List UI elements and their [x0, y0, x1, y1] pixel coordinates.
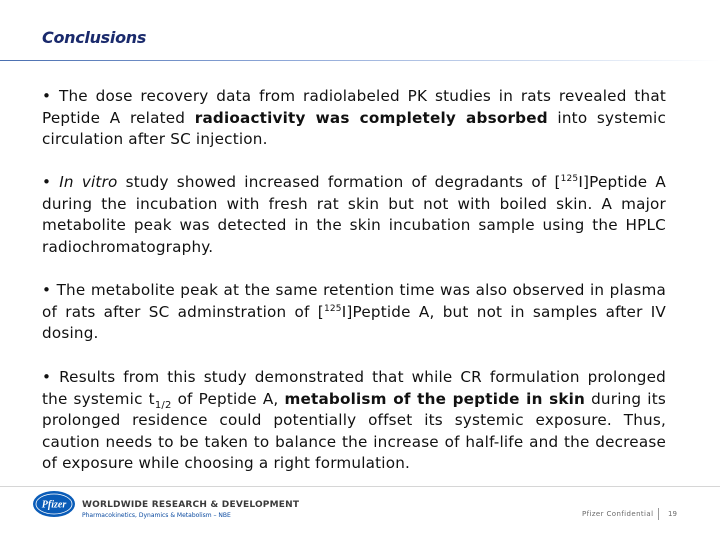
footer-divider	[0, 486, 720, 487]
bullet-1-text-end: into systemic circulation after SC injection.	[42, 108, 667, 148]
bullet-3-superscript: 125	[323, 303, 342, 314]
bullet-4-subscript: 1/2	[154, 399, 172, 411]
bullet-item-1	[42, 86, 666, 151]
bullet-item-4	[42, 367, 666, 475]
bullet-marker: •	[42, 368, 52, 386]
bullet-4-text-end: during its prolonged residence could potentially offset its systemic exposure. Thus, caution needs to be taken to balance the increase of half-life and the decrease of exposure while choosing a right formulation.	[42, 389, 666, 472]
bullet-marker: •	[42, 173, 52, 191]
bullet-item-2	[42, 172, 666, 258]
confidential-label: Pfizer Confidential	[582, 510, 654, 518]
page-separator	[658, 508, 659, 520]
bullet-3-text-end: I]Peptide A, but not in samples after IV dosing.	[42, 302, 667, 342]
bullet-2-text-end: I]Peptide A during the incubation with fresh rat skin but not with boiled skin. A major metabolite peak was detected in the skin incubation sample using the HPLC radiochromatography.	[42, 173, 666, 256]
bullet-4-text-mid: of Peptide A,	[171, 389, 285, 408]
logo-wordmark: Pfizer	[41, 499, 67, 511]
org-name: WORLDWIDE RESEARCH & DEVELOPMENT	[82, 500, 300, 510]
title-divider	[0, 60, 720, 61]
slide-title: Conclusions	[42, 28, 147, 47]
bullet-2-text-start: study showed increased formation of degradants of [	[117, 173, 561, 191]
bullet-3-text-start: The metabolite peak at the same retention time was also observed in plasma of rats after SC adminstration of [	[42, 281, 666, 321]
bullet-2-superscript: 125	[560, 174, 579, 184]
bullet-1-bold: radioactivity was completely absorbed	[194, 108, 548, 127]
pfizer-logo	[32, 490, 76, 518]
bullet-4-text-start: Results from this study demonstrated that while CR formulation prolonged the systemic t	[42, 368, 666, 408]
bullet-item-3	[42, 280, 666, 345]
bullet-marker: •	[42, 87, 52, 105]
bullet-1-text-start: The dose recovery data from radiolabeled PK studies in rats revealed that Peptide A related	[42, 87, 667, 127]
bullet-4-bold: metabolism of the peptide in skin	[284, 389, 586, 408]
org-department: Pharmacokinetics, Dynamics & Metabolism – NBE	[82, 512, 231, 519]
bullet-marker: •	[42, 281, 52, 299]
bullet-2-italic: In vitro	[59, 173, 118, 191]
page-number: 19	[668, 510, 677, 518]
